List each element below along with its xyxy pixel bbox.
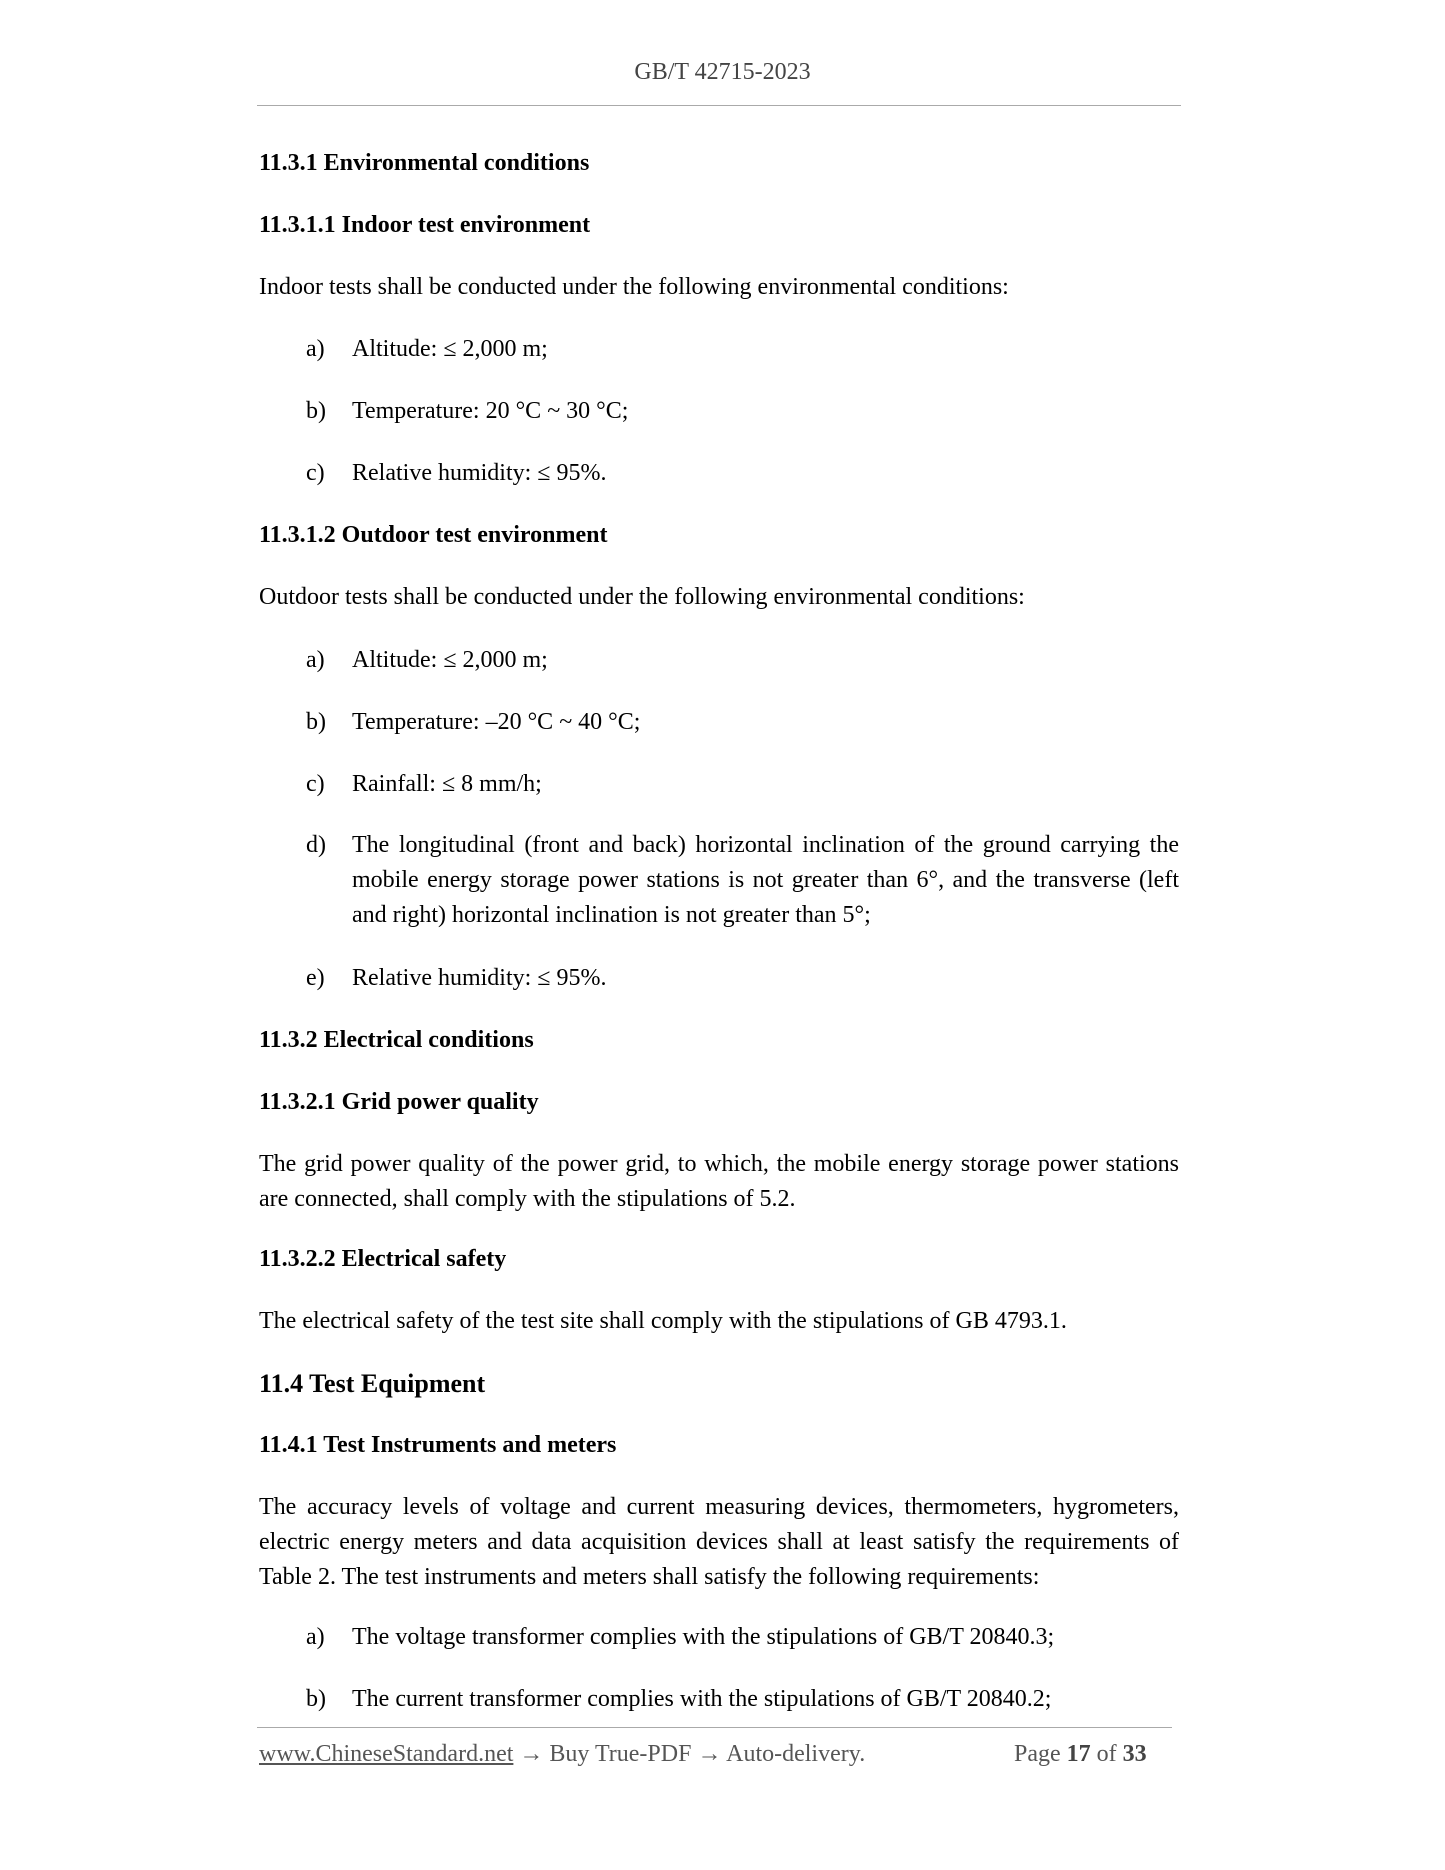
list-item	[306, 456, 1179, 491]
list-text: The longitudinal (front and back) horizontal inclination of the ground carrying the mobile energy storage power stations is not greater than 6°, and the transverse (left and right) horizontal inclination is not greater than 5°;	[352, 832, 1179, 928]
list-marker: c)	[306, 771, 325, 797]
heading-11-3-2-1: 11.3.2.1 Grid power quality	[259, 1089, 539, 1115]
heading-11-4: 11.4 Test Equipment	[259, 1369, 486, 1398]
grid-quality-text: The grid power quality of the power grid, to which, the mobile energy storage power stations are connected, shall comply with the stipulations of 5.2.	[259, 1151, 1179, 1212]
list-marker: e)	[306, 965, 325, 991]
list-text: The current transformer complies with the stipulations of GB/T 20840.2;	[352, 1686, 1052, 1712]
list-text: Temperature: –20 °C ~ 40 °C;	[352, 709, 641, 735]
page-total: 33	[1122, 1741, 1147, 1767]
heading-11-3-1-2: 11.3.1.2 Outdoor test environment	[259, 522, 608, 548]
list-marker: b)	[306, 398, 326, 424]
list-marker: a)	[306, 336, 325, 362]
running-header: GB/T 42715-2023	[634, 59, 811, 85]
list-text: Temperature: 20 °C ~ 30 °C;	[352, 398, 629, 424]
list-text: Relative humidity: ≤ 95%.	[352, 965, 607, 991]
list-item	[306, 705, 1179, 740]
page-word: Page	[1014, 1741, 1061, 1767]
list-item	[306, 394, 1179, 429]
heading-11-3-1-1: 11.3.1.1 Indoor test environment	[259, 212, 591, 238]
list-item	[306, 1620, 1179, 1655]
site-link[interactable]: www.ChineseStandard.net	[259, 1741, 514, 1767]
heading-11-3-2-2: 11.3.2.2 Electrical safety	[259, 1246, 507, 1272]
list-item	[306, 828, 1179, 933]
list-item	[306, 767, 1179, 802]
of-word: of	[1096, 1741, 1117, 1767]
instruments-text: The accuracy levels of voltage and current measuring devices, thermometers, hygrometers, electric energy meters and data acquisition devices shall at least satisfy the requirements of Table 2. The test instruments and meters shall satisfy the following requirements:	[259, 1494, 1179, 1590]
page-counter	[1014, 1741, 1147, 1768]
list-text: Rainfall: ≤ 8 mm/h;	[352, 771, 542, 797]
list-item	[306, 643, 1179, 678]
footer-divider	[257, 1727, 1172, 1728]
list-text: Relative humidity: ≤ 95%.	[352, 460, 607, 486]
heading-11-3-1: 11.3.1 Environmental conditions	[259, 150, 590, 176]
list-marker: b)	[306, 709, 326, 735]
list-item	[306, 1682, 1179, 1717]
footer-promo	[259, 1741, 865, 1768]
list-text: Altitude: ≤ 2,000 m;	[352, 647, 548, 673]
list-marker: a)	[306, 1624, 325, 1650]
list-marker: c)	[306, 460, 325, 486]
indoor-intro: Indoor tests shall be conducted under the following environmental conditions:	[259, 274, 1009, 300]
list-text: Altitude: ≤ 2,000 m;	[352, 336, 548, 362]
header-divider	[257, 105, 1181, 106]
page-number: 17	[1066, 1741, 1091, 1767]
list-item	[306, 332, 1179, 367]
outdoor-intro: Outdoor tests shall be conducted under the following environmental conditions:	[259, 584, 1025, 610]
footer-promo-text: → Buy True-PDF → Auto-delivery.	[513, 1741, 866, 1767]
electrical-safety-text: The electrical safety of the test site shall comply with the stipulations of GB 4793.1.	[259, 1308, 1067, 1334]
heading-11-4-1: 11.4.1 Test Instruments and meters	[259, 1432, 617, 1458]
list-marker: d)	[306, 832, 326, 858]
heading-11-3-2: 11.3.2 Electrical conditions	[259, 1027, 534, 1053]
list-marker: b)	[306, 1686, 326, 1712]
list-marker: a)	[306, 647, 325, 673]
list-item	[306, 961, 1179, 996]
list-text: The voltage transformer complies with the stipulations of GB/T 20840.3;	[352, 1624, 1055, 1650]
